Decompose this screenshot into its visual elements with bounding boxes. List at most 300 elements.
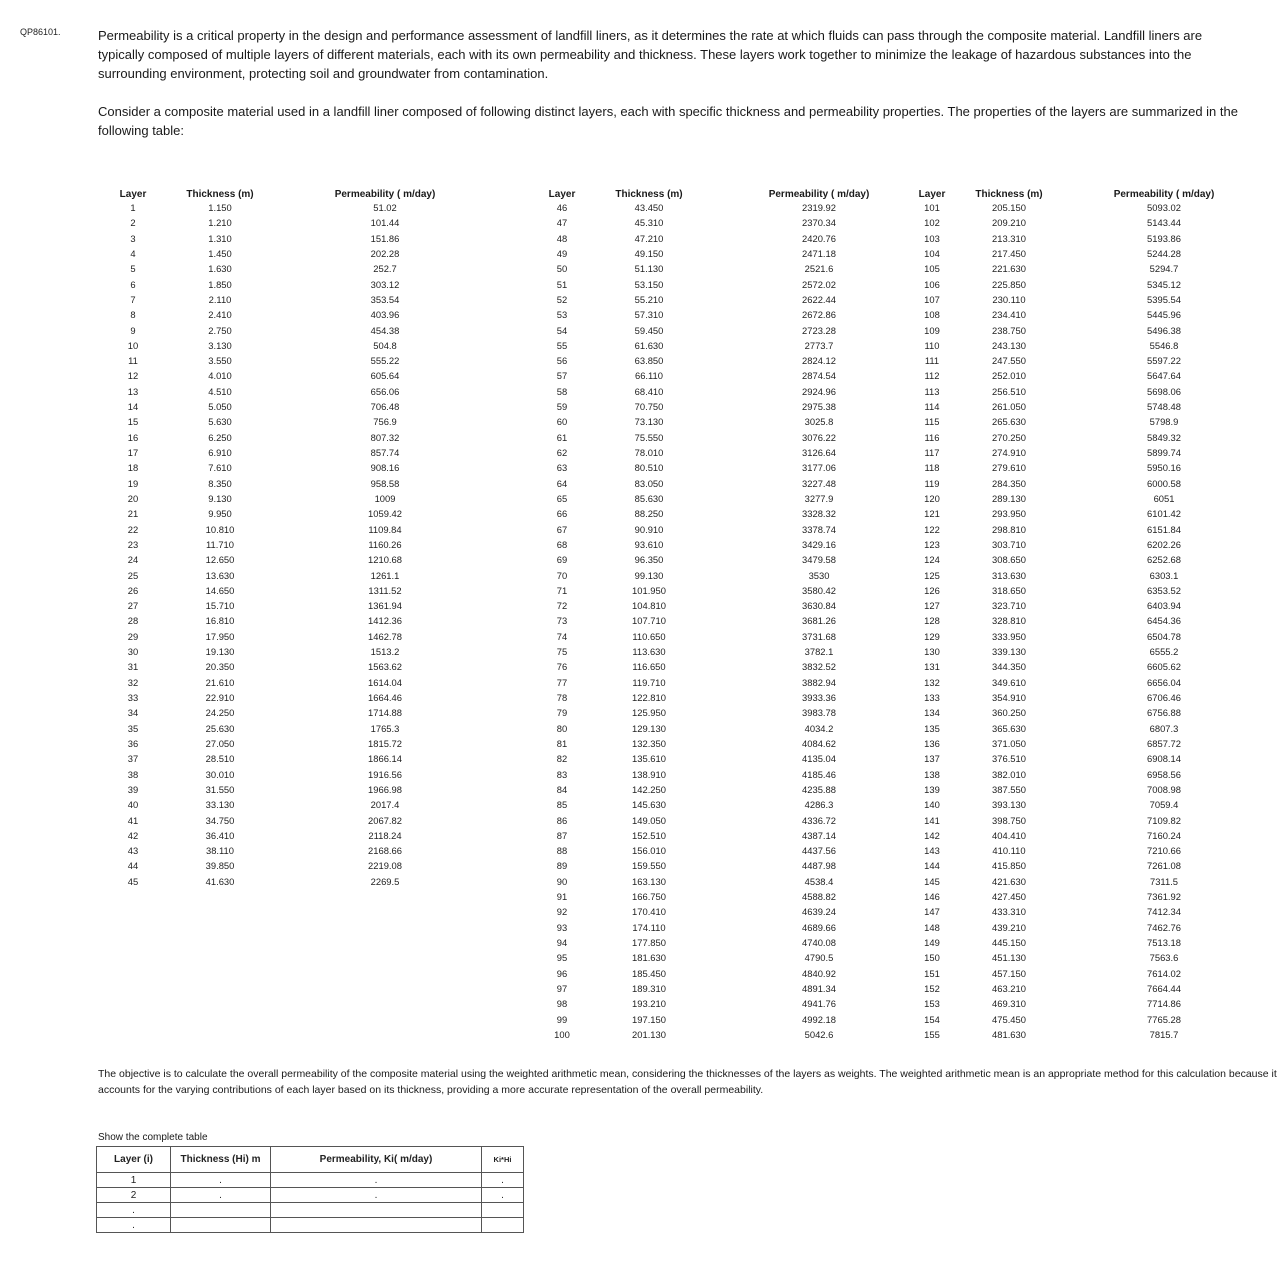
table-row (98, 476, 498, 491)
table-row (98, 598, 498, 613)
permeability-cell: 4639.24 (802, 906, 836, 918)
layer-cell: 124 (924, 554, 940, 566)
layer-table-group-1 (98, 180, 498, 889)
table-row (527, 384, 937, 399)
layer-cell: 80 (556, 722, 568, 734)
layer-cell: 83 (556, 768, 568, 780)
permeability-cell: 5849.32 (1147, 431, 1181, 443)
thickness-cell: 376.510 (992, 753, 1026, 765)
table-row (98, 813, 498, 828)
thickness-cell: 78.010 (634, 447, 664, 458)
thickness-cell: 177.850 (632, 937, 666, 948)
table-row (897, 935, 1277, 950)
thickness-cell: 90.910 (634, 523, 664, 535)
table-row (527, 813, 937, 828)
layer-cell: 101 (924, 202, 940, 213)
layer-cell: 136 (924, 737, 940, 749)
layer-cell: 70 (556, 569, 568, 581)
permeability-cell: 3882.94 (802, 676, 836, 688)
table-row (527, 644, 937, 659)
template-cell: . (171, 1188, 271, 1203)
permeability-cell: 6504.78 (1147, 630, 1181, 642)
permeability-cell: 3580.42 (802, 584, 836, 596)
table-row (527, 200, 937, 215)
permeability-cell: 4135.04 (802, 753, 836, 765)
thickness-cell: 398.750 (992, 814, 1026, 826)
table-row (527, 353, 937, 368)
layer-cell: 55 (556, 339, 568, 351)
thickness-cell: 68.410 (634, 385, 664, 397)
permeability-cell: 3076.22 (802, 431, 836, 443)
thickness-cell: 230.110 (992, 293, 1026, 305)
table-row (897, 904, 1277, 919)
header-permeability: Permeability ( m/day) (768, 189, 870, 200)
thickness-cell: 289.130 (992, 492, 1026, 504)
thickness-cell: 22.910 (205, 692, 235, 703)
table-row (897, 889, 1277, 904)
thickness-cell: 181.630 (632, 952, 666, 964)
template-cell (482, 1203, 524, 1218)
table-row (897, 460, 1277, 475)
permeability-cell: 3177.06 (802, 462, 836, 474)
table-row (98, 353, 498, 368)
thickness-cell: 7.610 (208, 462, 232, 474)
template-cell: . (97, 1218, 171, 1233)
thickness-cell: 15.710 (205, 600, 235, 612)
table-row (897, 338, 1277, 353)
permeability-cell: 6908.14 (1147, 753, 1181, 765)
layer-cell: 71 (556, 584, 568, 596)
permeability-cell: 5647.64 (1147, 370, 1181, 382)
permeability-cell: 2269.5 (370, 875, 400, 887)
layer-cell: 115 (924, 416, 940, 428)
layer-cell: 126 (924, 584, 940, 596)
table-row (897, 721, 1277, 736)
template-cell: . (482, 1188, 524, 1203)
thickness-cell: 142.250 (632, 783, 666, 795)
layer-cell: 54 (556, 324, 568, 336)
permeability-cell: 5950.16 (1147, 462, 1181, 474)
permeability-cell: 1160.26 (368, 538, 402, 550)
thickness-cell: 205.150 (992, 202, 1026, 213)
thickness-cell: 20.350 (205, 661, 235, 673)
template-cell: . (171, 1173, 271, 1188)
thickness-cell: 293.950 (992, 508, 1026, 520)
layer-cell: 11 (128, 355, 138, 367)
layer-cell: 26 (127, 584, 139, 596)
thickness-cell: 70.750 (634, 401, 664, 413)
permeability-cell: 2874.54 (802, 370, 836, 382)
layer-cell: 13 (127, 385, 139, 397)
thickness-cell: 313.630 (992, 569, 1026, 581)
thickness-cell: 4.510 (208, 385, 232, 397)
thickness-cell: 2.110 (208, 293, 232, 305)
table-row (897, 292, 1277, 307)
table-row (98, 552, 498, 567)
layer-cell: 45 (127, 875, 139, 887)
table-row (527, 277, 937, 292)
table-row (897, 537, 1277, 552)
layer-cell: 47 (556, 217, 568, 229)
thickness-cell: 41.630 (205, 875, 235, 887)
table-row (98, 491, 498, 506)
table-row (98, 292, 498, 307)
table-row (527, 966, 937, 981)
table-row (897, 506, 1277, 521)
permeability-cell: 1261.1 (370, 569, 400, 581)
thickness-cell: 463.210 (992, 982, 1026, 994)
thickness-cell: 481.630 (992, 1028, 1026, 1040)
permeability-cell: 5445.96 (1147, 309, 1181, 321)
thickness-cell: 382.010 (992, 768, 1026, 780)
permeability-cell: 4235.88 (802, 783, 836, 795)
layer-table-group-2 (527, 180, 937, 1042)
table-row (897, 384, 1277, 399)
permeability-cell: 1815.72 (368, 737, 402, 749)
layer-cell: 8 (130, 309, 136, 321)
layer-cell: 120 (924, 492, 940, 504)
table-row (527, 522, 937, 537)
table-row (897, 858, 1277, 873)
table-row (897, 399, 1277, 414)
permeability-cell: 6454.36 (1147, 615, 1181, 627)
table-row (527, 751, 937, 766)
layer-cell: 145 (924, 875, 940, 887)
permeability-cell: 1916.56 (368, 768, 402, 780)
table-row (897, 231, 1277, 246)
template-cell (171, 1203, 271, 1218)
template-cell (482, 1218, 524, 1233)
permeability-cell: 5193.86 (1147, 232, 1181, 244)
permeability-cell: 7714.86 (1147, 998, 1181, 1010)
permeability-cell: 101.44 (370, 217, 400, 229)
thickness-cell: 159.550 (632, 860, 666, 872)
permeability-cell: 4840.92 (802, 967, 836, 979)
layer-cell: 108 (924, 309, 940, 321)
table-row (897, 1027, 1277, 1042)
template-row (97, 1173, 524, 1188)
layer-cell: 18 (127, 462, 139, 474)
thickness-cell: 445.150 (992, 937, 1026, 948)
thickness-cell: 225.850 (992, 278, 1026, 290)
layer-cell: 93 (556, 921, 568, 933)
permeability-cell: 3832.52 (802, 661, 836, 673)
table-row (897, 782, 1277, 797)
layer-cell: 142 (924, 829, 940, 841)
thickness-cell: 80.510 (634, 462, 664, 474)
layer-table-group-3 (897, 180, 1277, 1042)
table-row (98, 231, 498, 246)
permeability-cell: 1664.46 (368, 692, 402, 703)
header-layer: Layer (119, 189, 147, 200)
permeability-cell: 2168.66 (368, 845, 402, 857)
thickness-cell: 166.750 (632, 891, 666, 903)
permeability-cell: 6807.3 (1149, 722, 1179, 734)
permeability-cell: 5042.6 (804, 1028, 834, 1040)
thickness-cell: 24.250 (205, 707, 235, 719)
table-row (98, 782, 498, 797)
thickness-cell: 284.350 (992, 477, 1026, 489)
layer-cell: 4 (130, 247, 136, 259)
layer-cell: 63 (556, 462, 568, 474)
table-row (527, 904, 937, 919)
table-row (527, 705, 937, 720)
table-row (98, 736, 498, 751)
permeability-cell: 4487.98 (802, 860, 836, 872)
table-row (98, 675, 498, 690)
table-row (897, 200, 1277, 215)
permeability-cell: 1109.84 (368, 523, 402, 535)
thickness-cell: 193.210 (632, 998, 666, 1010)
thickness-cell: 13.630 (205, 569, 235, 581)
table-row (527, 736, 937, 751)
thickness-cell: 185.450 (632, 967, 666, 979)
layer-cell: 106 (924, 278, 940, 290)
table-row (98, 338, 498, 353)
layer-cell: 43 (127, 845, 139, 857)
thickness-cell: 88.250 (634, 508, 664, 520)
permeability-cell: 1866.14 (368, 753, 402, 765)
table-row (527, 292, 937, 307)
thickness-cell: 1.210 (208, 217, 232, 229)
table-row (98, 690, 498, 705)
permeability-cell: 2824.12 (802, 355, 836, 367)
thickness-cell: 66.110 (635, 370, 663, 382)
permeability-cell: 4891.34 (802, 982, 836, 994)
show-table-label: Show the complete table (98, 1132, 208, 1143)
template-header-layer: Layer (i) (97, 1147, 171, 1173)
thickness-cell: 107.710 (632, 615, 666, 627)
layer-cell: 42 (127, 829, 139, 841)
thickness-cell: 393.130 (992, 799, 1026, 811)
thickness-cell: 3.550 (208, 355, 232, 367)
layer-cell: 102 (924, 217, 940, 229)
layer-cell: 85 (556, 799, 568, 811)
template-cell (271, 1203, 482, 1218)
table-row (98, 843, 498, 858)
layer-cell: 1 (130, 202, 136, 213)
layer-cell: 21 (127, 508, 139, 520)
table-row (98, 460, 498, 475)
permeability-cell: 2471.18 (802, 247, 836, 259)
permeability-cell: 3277.9 (804, 492, 834, 504)
table-row (897, 813, 1277, 828)
permeability-cell: 6000.58 (1147, 477, 1181, 489)
consider-paragraph: Consider a composite material used in a landfill liner composed of following distinct layers, each with specific thickness and permeability properties. The properties of the layers are summarized in the following table: (98, 104, 1238, 138)
thickness-cell: 101.950 (632, 584, 666, 596)
thickness-cell: 61.630 (634, 339, 664, 351)
header-permeability: Permeability ( m/day) (334, 189, 436, 200)
layer-cell: 149 (924, 937, 940, 948)
permeability-cell: 7815.7 (1149, 1028, 1179, 1040)
table-row (897, 583, 1277, 598)
table-row (98, 506, 498, 521)
permeability-cell: 5294.7 (1149, 263, 1179, 275)
table-row (98, 246, 498, 261)
template-cell (271, 1218, 482, 1233)
thickness-cell: 53.150 (634, 278, 664, 290)
thickness-cell: 4.010 (208, 370, 232, 382)
layer-cell: 109 (924, 324, 940, 336)
table-row (527, 506, 937, 521)
layer-cell: 40 (127, 799, 139, 811)
layer-cell: 139 (924, 783, 940, 795)
permeability-cell: 6303.1 (1149, 569, 1179, 581)
table-row (527, 797, 937, 812)
layer-cell: 116 (924, 431, 940, 443)
permeability-cell: 7261.08 (1147, 860, 1181, 872)
thickness-cell: 298.810 (992, 523, 1026, 535)
thickness-cell: 45.310 (634, 217, 664, 229)
table-row (527, 935, 937, 950)
thickness-cell: 339.130 (992, 646, 1026, 658)
thickness-cell: 421.630 (992, 875, 1026, 887)
permeability-cell: 4437.56 (802, 845, 836, 857)
table-row (897, 1012, 1277, 1027)
thickness-cell: 170.410 (632, 906, 666, 918)
table-row (527, 583, 937, 598)
thickness-cell: 303.710 (992, 538, 1026, 550)
permeability-cell: 2572.02 (802, 278, 836, 290)
permeability-cell: 5244.28 (1147, 247, 1181, 259)
layer-cell: 53 (556, 309, 568, 321)
layer-cell: 68 (556, 538, 568, 550)
table-row (527, 950, 937, 965)
permeability-cell: 7361.92 (1147, 891, 1181, 903)
layer-cell: 7 (130, 293, 136, 305)
table-row (897, 629, 1277, 644)
table-row (98, 261, 498, 276)
permeability-cell: 2723.28 (802, 324, 836, 336)
thickness-cell: 122.810 (632, 692, 666, 703)
table-row (897, 476, 1277, 491)
permeability-cell: 1009 (374, 492, 396, 504)
permeability-cell: 5395.54 (1147, 293, 1181, 305)
thickness-cell: 27.050 (205, 737, 235, 749)
table-row (527, 476, 937, 491)
layer-cell: 152 (924, 982, 940, 994)
permeability-cell: 3782.1 (804, 646, 834, 658)
permeability-cell: 1462.78 (368, 630, 402, 642)
layer-cell: 140 (924, 799, 940, 811)
table-row (98, 659, 498, 674)
table-row (527, 338, 937, 353)
table-row (98, 644, 498, 659)
thickness-cell: 410.110 (992, 845, 1026, 857)
layer-cell: 146 (924, 891, 940, 903)
permeability-cell: 5143.44 (1147, 217, 1181, 229)
thickness-cell: 110.650 (632, 630, 666, 642)
layer-cell: 29 (127, 630, 139, 642)
layer-cell: 133 (924, 692, 940, 703)
table-row (98, 414, 498, 429)
template-cell: . (271, 1173, 482, 1188)
permeability-cell: 5597.22 (1147, 355, 1181, 367)
layer-cell: 89 (556, 860, 568, 872)
layer-cell: 36 (127, 737, 139, 749)
thickness-cell: 132.350 (632, 737, 666, 749)
layer-cell: 14 (127, 401, 139, 413)
layer-cell: 15 (127, 416, 139, 428)
permeability-cell: 7563.6 (1149, 952, 1179, 964)
layer-cell: 75 (556, 646, 568, 658)
permeability-cell: 2420.76 (802, 232, 836, 244)
thickness-cell: 129.130 (632, 722, 666, 734)
thickness-cell: 365.630 (992, 722, 1026, 734)
thickness-cell: 55.210 (634, 293, 664, 305)
permeability-cell: 656.06 (370, 385, 400, 397)
layer-cell: 118 (924, 462, 940, 474)
answer-template-table (96, 1146, 524, 1233)
table-row (897, 261, 1277, 276)
table-row (527, 231, 937, 246)
thickness-cell: 12.650 (205, 554, 235, 566)
template-cell: 1 (97, 1173, 171, 1188)
thickness-cell: 156.010 (632, 845, 666, 857)
thickness-cell: 163.130 (632, 875, 666, 887)
permeability-cell: 958.58 (370, 477, 400, 489)
question-id: QP86101. (20, 27, 61, 37)
permeability-cell: 4941.76 (802, 998, 836, 1010)
table-row (897, 430, 1277, 445)
layer-cell: 127 (924, 600, 940, 612)
table-row (897, 307, 1277, 322)
layer-cell: 41 (127, 814, 139, 826)
header-permeability: Permeability ( m/day) (1113, 189, 1215, 200)
permeability-cell: 2622.44 (802, 293, 836, 305)
layer-cell: 64 (556, 477, 568, 489)
permeability-cell: 3025.8 (804, 416, 834, 428)
thickness-cell: 415.850 (992, 860, 1026, 872)
layer-cell: 131 (924, 661, 940, 673)
permeability-cell: 3227.48 (802, 477, 836, 489)
table-row (527, 767, 937, 782)
table-row (897, 736, 1277, 751)
table-row (527, 399, 937, 414)
thickness-cell: 238.750 (992, 324, 1026, 336)
thickness-cell: 243.130 (992, 339, 1026, 351)
layer-cell: 44 (127, 860, 139, 872)
table-row (98, 568, 498, 583)
table-row (897, 751, 1277, 766)
layer-cell: 88 (556, 845, 568, 857)
table-row (897, 797, 1277, 812)
thickness-cell: 14.650 (205, 584, 235, 596)
permeability-cell: 6605.62 (1147, 661, 1181, 673)
layer-cell: 23 (127, 538, 139, 550)
table-row (527, 828, 937, 843)
permeability-cell: 1513.2 (370, 646, 400, 658)
thickness-cell: 145.630 (632, 799, 666, 811)
layer-cell: 66 (556, 508, 568, 520)
table-row (527, 858, 937, 873)
layer-cell: 84 (556, 783, 568, 795)
layer-cell: 61 (556, 431, 568, 443)
template-row (97, 1188, 524, 1203)
table-row (527, 1027, 937, 1042)
table-row (897, 874, 1277, 889)
layer-cell: 10 (127, 339, 139, 351)
table-row (527, 323, 937, 338)
thickness-cell: 201.130 (632, 1028, 666, 1040)
layer-cell: 78 (556, 692, 568, 703)
table-row (98, 767, 498, 782)
thickness-cell: 43.450 (634, 202, 664, 213)
template-cell: . (97, 1203, 171, 1218)
table-row (897, 445, 1277, 460)
permeability-cell: 3630.84 (802, 600, 836, 612)
table-row (527, 368, 937, 383)
